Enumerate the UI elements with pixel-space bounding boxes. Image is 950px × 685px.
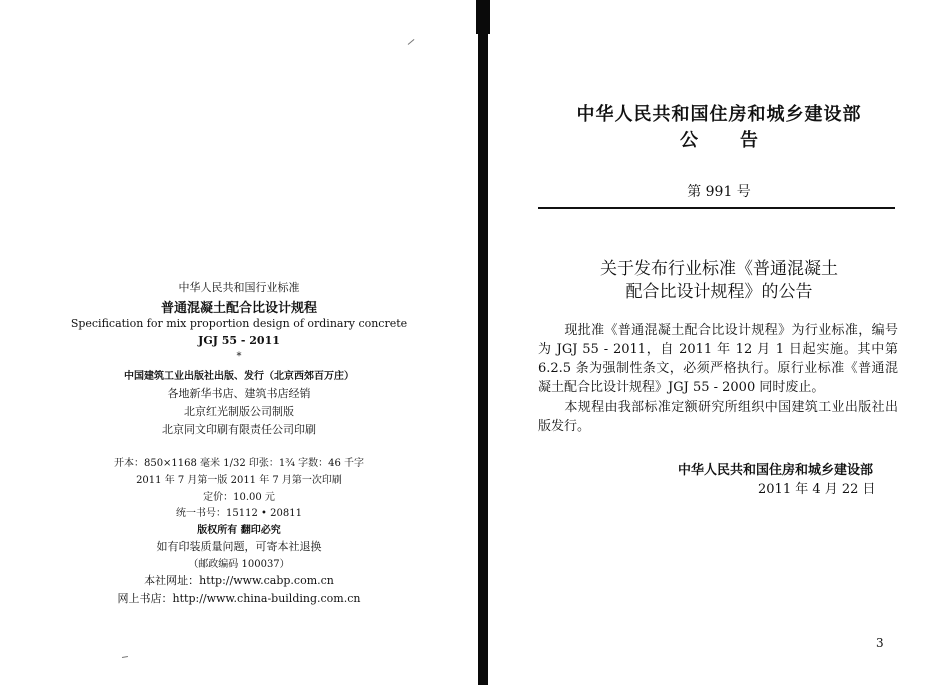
standard-title-en: Specification for mix proportion design of ordinary concrete [70,317,408,330]
announcement-number: 第 991 号 [687,184,751,200]
standard-code: JGJ 55 - 2011 [198,334,280,347]
announcement-word: 公告 [680,130,800,151]
signature-organization: 中华人民共和国住房和城乡建设部 [678,463,874,478]
signature-date: 2011 年 4 月 22 日 [758,482,876,497]
body-paragraph-1 [538,321,898,397]
page-number: 3 [876,636,884,650]
book-number-line: 统一书号：15112 • 20811 [176,508,302,519]
separator-star: * [236,351,242,362]
body-paragraph-2-text: 本规程由我部标准定额研究所组织中国建筑工业出版社出版发行。 [538,400,898,434]
scan-mark [408,39,415,45]
website-line: 本社网址：http://www.cabp.com.cn [144,574,334,587]
online-store-line: 网上书店：http://www.china-building.com.cn [117,592,361,605]
ministry-title: 中华人民共和国住房和城乡建设部 [576,104,862,125]
scan-mark [122,656,128,658]
postal-code-line: （邮政编码 100037） [188,559,290,570]
header-rule [538,207,895,209]
return-notice-line: 如有印装质量问题，可寄本社退换 [156,540,322,553]
standard-category: 中华人民共和国行业标准 [178,281,300,294]
copyright-line: 版权所有 翻印必究 [197,525,281,536]
publisher-line: 中国建筑工业出版社出版、发行（北京西郊百万庄） [124,371,354,382]
binding-gutter [478,0,488,685]
edition-line: 2011 年 7 月第一版 2011 年 7 月第一次印刷 [136,475,342,486]
subject-line-1: 关于发布行业标准《普通混凝土 [600,259,838,279]
right-page [488,0,950,685]
distributor-line: 各地新华书店、建筑书店经销 [167,387,311,400]
plate-maker-line: 北京红光制版公司制版 [184,405,294,418]
standard-title-cn: 普通混凝土配合比设计规程 [160,301,317,316]
price-line: 定价：10.00 元 [203,492,275,503]
printer-line: 北京同文印刷有限责任公司印刷 [162,423,316,436]
body-paragraph-1-text: 现批准《普通混凝土配合比设计规程》为行业标准，编号为 JGJ 55 - 2011，自 2011 年 12 月 1 日起实施。其中第 6.2.5 条为强制性条文，必须严格执行。原行业标准《普通混凝土配合比设计规程》JGJ 55 - 2000 同时废止。 [538,323,898,395]
body-paragraph-2 [538,398,898,436]
format-line: 开本：850×1168 毫米 1/32 印张：1¾ 字数：46 千字 [113,458,365,469]
subject-line-2: 配合比设计规程》的公告 [625,282,813,302]
